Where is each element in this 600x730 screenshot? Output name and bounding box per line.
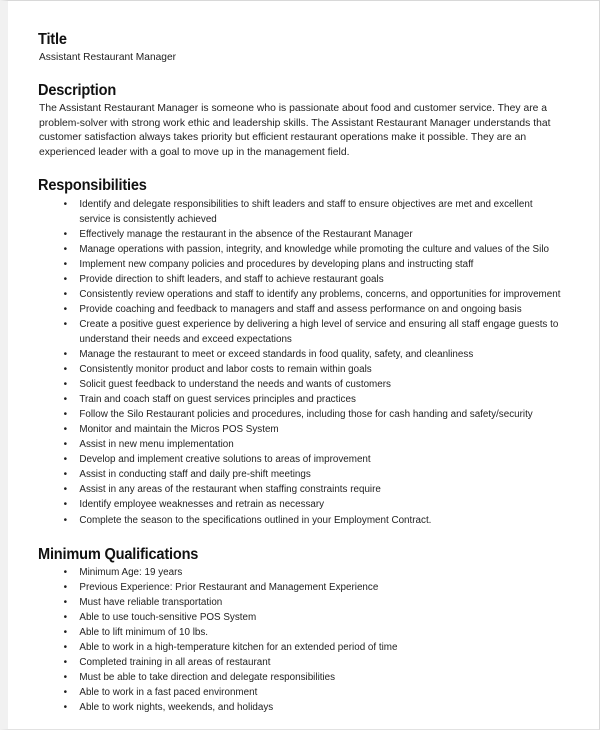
list-item [38, 347, 565, 362]
list-item [38, 227, 565, 242]
list-item [38, 700, 565, 715]
bullet-point-icon: • [63, 424, 68, 436]
list-item-label: Solicit guest feedback to understand the needs and wants of customers [79, 379, 391, 391]
list-item [38, 497, 565, 512]
bullet-point-icon: • [63, 258, 68, 270]
list-item-label: Create a positive guest experience by delivering a high level of service and ensuring all staff engage guests to understand their needs and exceed expectations [79, 318, 559, 345]
list-item [38, 257, 565, 272]
list-item [38, 437, 565, 452]
section-responsibilities [38, 177, 573, 527]
section-heading-responsibilities: Responsibilities [38, 177, 147, 195]
list-item [38, 287, 565, 302]
list-item [38, 580, 565, 595]
section-spacer [38, 528, 573, 546]
section-description [38, 82, 573, 159]
bullet-point-icon: • [63, 611, 68, 623]
bullet-point-icon: • [63, 499, 68, 511]
bullet-point-icon: • [63, 656, 68, 668]
list-item [38, 377, 565, 392]
bullet-point-icon: • [63, 596, 68, 608]
list-item-label: Provide coaching and feedback to managers and staff and assess performance on and ongoing basis [79, 303, 522, 315]
list-item-label: Able to use touch-sensitive POS System [79, 611, 257, 623]
bullet-point-icon: • [63, 514, 68, 526]
list-item-label: Assist in any areas of the restaurant when staffing constraints require [79, 484, 381, 496]
bullet-point-icon: • [63, 288, 68, 300]
list-item [38, 317, 565, 347]
list-item [38, 272, 565, 287]
list-item-label: Must be able to take direction and delegate responsibilities [79, 671, 336, 683]
list-item-label: Identify and delegate responsibilities to shift leaders and staff to ensure objectives are met and excellent service is consistently achieved [79, 198, 533, 225]
bullet-point-icon: • [63, 318, 68, 330]
bullet-point-icon: • [63, 454, 68, 466]
list-item [38, 685, 565, 700]
list-item-label: Monitor and maintain the Micros POS System [79, 424, 279, 436]
bullet-point-icon: • [63, 702, 68, 714]
bullet-point-icon: • [63, 394, 68, 406]
bullet-list-responsibilities [38, 197, 573, 528]
list-item [38, 565, 565, 580]
bullet-point-icon: • [63, 198, 68, 210]
bullet-point-icon: • [63, 581, 68, 593]
list-item-label: Able to work in a high-temperature kitchen for an extended period of time [79, 641, 398, 653]
list-item [38, 625, 565, 640]
list-item [38, 482, 565, 497]
list-item [38, 452, 565, 467]
list-item [38, 407, 565, 422]
bullet-list-minimum-qualifications [38, 565, 573, 715]
section-minimum-qualifications [38, 546, 573, 716]
list-item-label: Previous Experience: Prior Restaurant and Management Experience [79, 581, 379, 593]
document-body [38, 31, 573, 715]
list-item-label: Able to work nights, weekends, and holidays [79, 702, 274, 714]
list-item-label: Assist in conducting staff and daily pre-shift meetings [79, 469, 311, 481]
section-spacer [38, 64, 573, 82]
section-spacer [38, 159, 573, 177]
list-item [38, 655, 565, 670]
list-item-label: Complete the season to the specifications outlined in your Employment Contract. [79, 514, 432, 526]
list-item-label: Identify employee weaknesses and retrain as necessary [79, 499, 325, 511]
list-item [38, 640, 565, 655]
bullet-point-icon: • [63, 243, 68, 255]
list-item-label: Follow the Silo Restaurant policies and procedures, including those for cash handing and safety/security [79, 409, 533, 421]
bullet-point-icon: • [63, 228, 68, 240]
bullet-point-icon: • [63, 348, 68, 360]
bullet-point-icon: • [63, 439, 68, 451]
bullet-point-icon: • [63, 671, 68, 683]
bullet-point-icon: • [63, 469, 68, 481]
list-item-label: Assist in new menu implementation [79, 439, 234, 451]
list-item [38, 302, 565, 317]
bullet-point-icon: • [63, 364, 68, 376]
list-item-label: Able to work in a fast paced environment [79, 686, 258, 698]
list-item-label: Minimum Age: 19 years [79, 566, 183, 578]
list-item [38, 197, 565, 227]
section-title [38, 31, 573, 64]
list-item [38, 242, 565, 257]
bullet-point-icon: • [63, 273, 68, 285]
bullet-point-icon: • [63, 303, 68, 315]
list-item-label: Consistently review operations and staff to identify any problems, concerns, and opportunities for improvement [79, 288, 561, 300]
list-item-label: Train and coach staff on guest services principles and practices [79, 394, 356, 406]
section-heading-title: Title [38, 31, 67, 48]
list-item-label: Implement new company policies and procedures by developing plans and instructing staff [79, 258, 474, 270]
list-item [38, 467, 565, 482]
list-item-label: Consistently monitor product and labor costs to remain within goals [79, 364, 372, 376]
section-line-title: Assistant Restaurant Manager [39, 51, 177, 64]
bullet-point-icon: • [63, 379, 68, 391]
bullet-point-icon: • [63, 686, 68, 698]
list-item-label: Manage operations with passion, integrity, and knowledge while promoting the culture and values of the Silo [79, 243, 549, 255]
list-item [38, 595, 565, 610]
bullet-point-icon: • [63, 626, 68, 638]
list-item [38, 362, 565, 377]
section-heading-minimum-qualifications: Minimum Qualifications [38, 545, 199, 563]
list-item-label: Provide direction to shift leaders, and staff to achieve restaurant goals [79, 273, 384, 285]
bullet-point-icon: • [63, 484, 68, 496]
list-item [38, 610, 565, 625]
section-paragraph-description: The Assistant Restaurant Manager is someone who is passionate about food and customer service. They are a problem-solver with strong work ethic and leadership skills. The Assistant Restaurant Manager understands that customer satisfaction always takes priority but efficient restaurant operations make it possible. They are an experienced leader with a goal to move up in the management field. [39, 102, 551, 158]
bullet-point-icon: • [63, 641, 68, 653]
list-item [38, 513, 565, 528]
bullet-point-icon: • [63, 409, 68, 421]
list-item-label: Able to lift minimum of 10 lbs. [79, 626, 209, 638]
list-item-label: Manage the restaurant to meet or exceed standards in food quality, safety, and cleanliness [79, 348, 474, 360]
section-heading-description: Description [38, 82, 117, 100]
list-item [38, 392, 565, 407]
list-item-label: Completed training in all areas of restaurant [79, 656, 271, 668]
list-item [38, 670, 565, 685]
list-item [38, 422, 565, 437]
list-item-label: Must have reliable transportation [79, 596, 223, 608]
list-item-label: Develop and implement creative solutions to areas of improvement [79, 454, 371, 466]
bullet-point-icon: • [63, 566, 68, 578]
list-item-label: Effectively manage the restaurant in the absence of the Restaurant Manager [79, 228, 413, 240]
